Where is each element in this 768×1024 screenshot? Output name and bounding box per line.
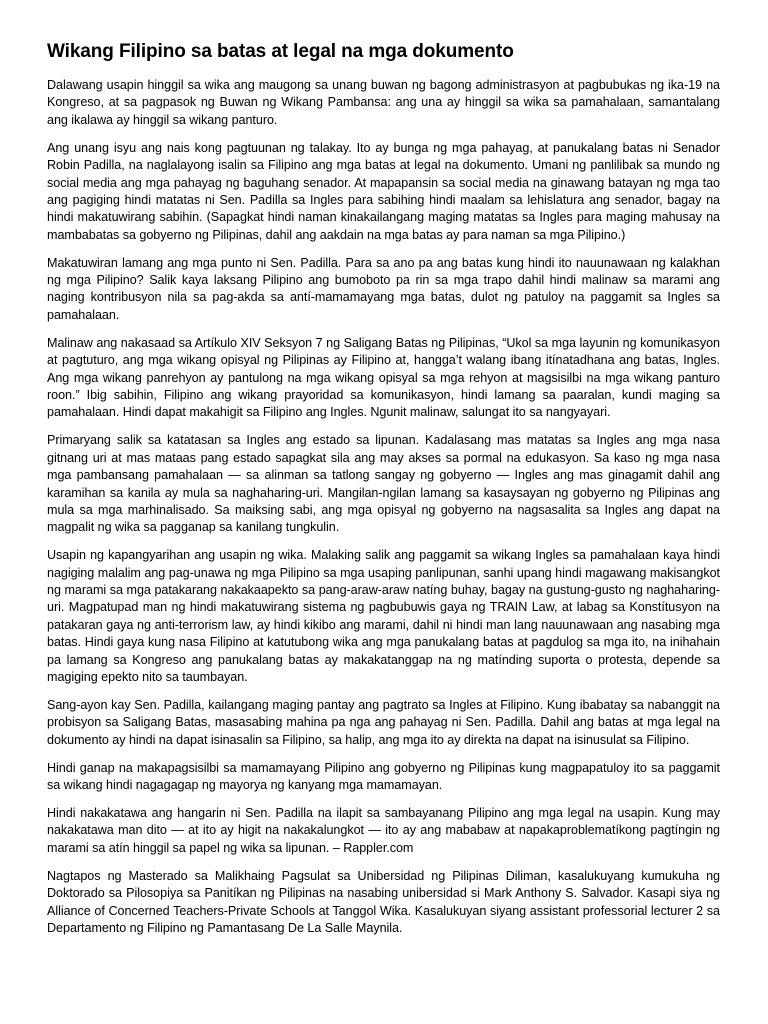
paragraph-9: Hindi nakakatawa ang hangarin ni Sen. Padilla na ilapit sa sambayanang Pilipino ang mga legal na usapin. Kung may nakakatawa man dito — at ito ay higit na nakakalungkot — ito ay ang mababaw at napakaproblematíkong pagtíngin ng marami sa atín hinggil sa papel ng wika sa lipunan. – Rappler.com <box>47 806 720 855</box>
paragraph-5: Primaryang salik sa katatasan sa Ingles ang estado sa lipunan. Kadalasang mas matatas sa Ingles ang mga nasa gitnang uri at mas mataas pang estado sapagkat sila ang may akses sa pormal na edukasyon. Sa kaso ng mga nasa mga pambansang pamahalaan — sa alinman sa tatlong sangay ng gobyerno — Ingles ang mas ginagamit dahil ang karamihan sa kanila ay mula sa naghaharing-uri. Mangilan-ngilan lamang sa kasaysayan ng gobyerno ng Pilipinas ang mula sa mga marhinalisado. Sa maiksing sabi, ang mga opisyal ng gobyerno na nagsasalita sa Ingles ang dapat na magpalit ng wika sa pagganap sa kanilang tungkulin. <box>47 433 720 535</box>
paragraph-1: Dalawang usapin hinggil sa wika ang maugong sa unang buwan ng bagong administrasyon at pagbubukas ng ika-19 na Kongreso, at sa pagpasok ng Buwan ng Wikang Pambansa: ang una ay hinggil sa wika sa pamahalaan, samantalang ang ikalawa ay hinggil sa wikang panturo. <box>47 78 720 127</box>
author-bio: Nagtapos ng Masterado sa Malikhaing Pagsulat sa Unibersidad ng Pilipinas Diliman, kasalukuyang kumukuha ng Doktorado sa Pilosopiya sa Panitíkan ng Pilipinas na nasabing unibersidad si Mark Anthony S. Salvador. Kasapi siya ng Alliance of Concerned Teachers-Private Schools at Tanggol Wika. Kasalukuyan siyang assistant professorial lecturer 2 sa Departamento ng Filipino ng Pamantasang De La Salle Maynila. <box>47 868 720 935</box>
paragraph-7: Sang-ayon kay Sen. Padilla, kailangang maging pantay ang pagtrato sa Ingles at Filipino. Kung ibabatay sa nabanggit na probisyon sa Saligang Batas, masasabing mahina pa nga ang pahayag ni Sen. Padilla. Dahil ang batas at mga legal na dokumento ay hindi na dapat isinasalin sa Filipino, sa halip, ang mga ito ay direkta na dapat na isinusulat sa Filipino. <box>47 698 720 747</box>
paragraph-8: Hindi ganap na makapagsisilbi sa mamamayang Pilipino ang gobyerno ng Pilipinas kung magpapatuloy ito sa paggamit sa wikang hindi nagagagap ng mayorya ng kanyang mga mamamayan. <box>47 760 720 793</box>
article <box>47 40 720 948</box>
paragraph-4: Malinaw ang nakasaad sa Artíkulo XIV Seksyon 7 ng Saligang Batas ng Pilipinas, “Ukol sa mga layunin ng komunikasyon at pagtuturo, ang mga wikang opisyal ng Pilipinas ay Filipino at, hangga’t walang ibang itínatadhana ang batas, Ingles. Ang mga wikang panrehyon ay pantulong na mga wikang opisyal sa mga rehyon at magsisilbi na mga wikang panturo roon.” Ibig sabihin, Filipino ang wikang prayoridad sa komunikasyon, hindi lamang sa paaralan, kundi maging sa pamahalaan. Hindi dapat makahigit sa Filipino ang Ingles. Ngunit malinaw, salungat ito sa nangyayari. <box>47 335 720 420</box>
paragraph-6: Usapin ng kapangyarihan ang usapin ng wika. Malaking salik ang paggamit sa wikang Ingles sa pamahalaan kaya hindi nagiging malalim ang pag-unawa ng mga Pilipino sa mga usaping panlipunan, sanhi upang hindi magawang makisangkot ng marami sa mga patakarang nakakaapekto sa pang-araw-araw natíng buhay, bagay na gustung-gusto ng naghaharing-uri. Magpatupad man ng hindi makatuwirang sistema ng pagbubuwis gaya ng TRAIN Law, at labag sa Konstítusyon na patakaran gaya ng anti-terrorism law, ay hindi kikibo ang marami, dahil ni hindi man lang nauunawaan ang nasabing mga batas. Hindi gaya kung nasa Filipino at katutubong wika ang mga panukalang batas at pagdulog sa mga ito, na inihahain pa lamang sa Kongreso ang panukalang batas ay makakatanggap na ng matínding suporta o protesta, depende sa magiging epekto nito sa taumbayan. <box>47 548 720 685</box>
paragraph-2: Ang unang isyu ang nais kong pagtuunan ng talakay. Ito ay bunga ng mga pahayag, at panukalang batas ni Senador Robin Padilla, na naglalayong isalin sa Filipino ang mga batas at legal na dokumento. Umani ng panlilibak sa mundo ng social media ang mga pahayag ng baguhang senador. At mapapansin sa social media na ginawang batayan ng mga tao ang pagiging hindi matatas ni Sen. Padilla sa Ingles para sabihing hindi maalam sa lehislatura ang senador, bagay na hindi makatuwirang sabihin. (Sapagkat hindi naman kinakailangang maging matatas sa Ingles para maging mahusay na mambabatas sa gobyerno ng Pilipinas, dahil ang aakdain na mga batas ay para naman sa mga Pilipino.) <box>47 140 720 242</box>
article-title: Wikang Filipino sa batas at legal na mga dokumento <box>47 41 514 62</box>
paragraph-3: Makatuwiran lamang ang mga punto ni Sen. Padilla. Para sa ano pa ang batas kung hindi ito nauunawaan ng kalakhan ng mga Pilipino? Salik kaya laksang Pilipino ang bumoboto pa rin sa mga trapo dahil hindi malinaw sa marami ang naging kontribusyon nila sa pag-akda sa antí-mamamayang mga batas, dulot ng patuloy na paggamit sa Ingles sa pamahalaan. <box>47 255 720 322</box>
